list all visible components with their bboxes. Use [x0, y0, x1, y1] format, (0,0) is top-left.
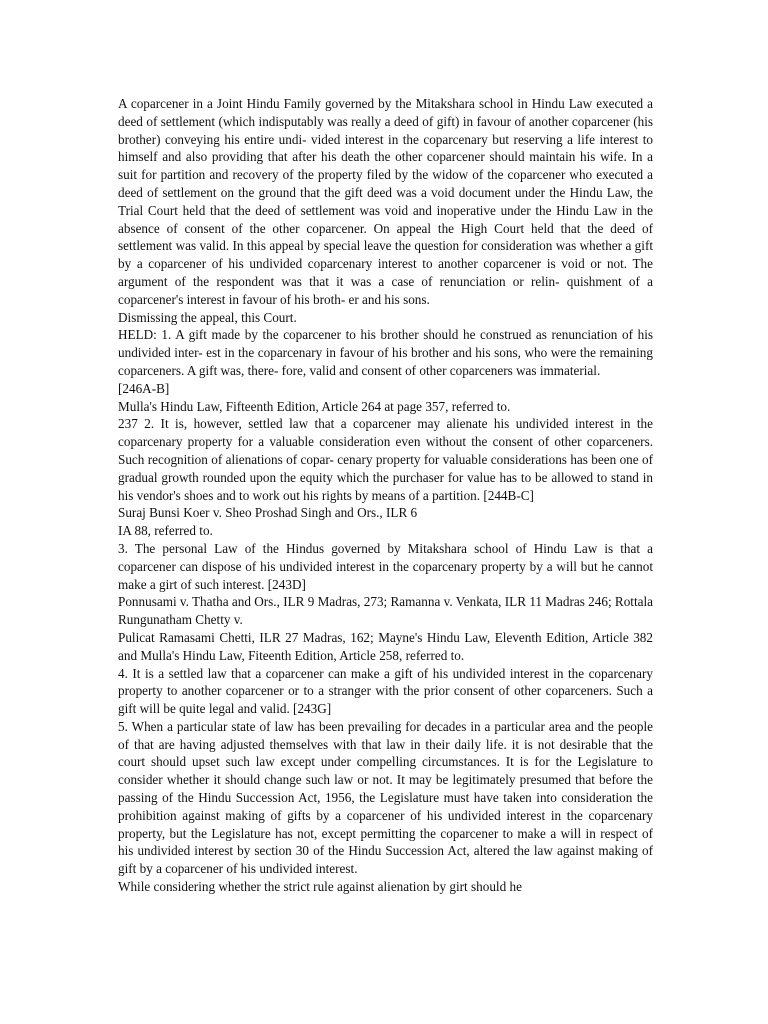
paragraph-dismissal: Dismissing the appeal, this Court.	[118, 309, 297, 325]
paragraph-case-reference: Suraj Bunsi Koer v. Sheo Proshad Singh and Ors., ILR 6	[118, 505, 418, 521]
paragraph-trailing: While considering whether the strict rule against alienation by girt should he	[118, 879, 522, 895]
paragraph-reference: Mulla's Hindu Law, Fifteenth Edition, Article 264 at page 357, referred to.	[118, 398, 511, 414]
paragraph-held-4: 4. It is a settled law that a coparcener can make a gift of his undivided interest in the coparcenary property to another coparcener or to a stranger with the prior consent of other coparceners. Such a gift will be quite legal and valid. [243G]	[118, 665, 653, 717]
paragraph-case-list: Ponnusami v. Thatha and Ors., ILR 9 Madras, 273; Ramanna v. Venkata, ILR 11 Madras 246; Rottala Rungunatham Chetty v.	[118, 594, 653, 628]
paragraph-facts: A coparcener in a Joint Hindu Family governed by the Mitakshara school in Hindu Law executed a deed of settlement (which indisputably was really a deed of gift) in favour of another coparcener (his brother) conveying his entire undi- vided interest in the coparcenary but reserving a life interest to himself and also providing that after his death the other coparcener should maintain his wife. In a suit for partition and recovery of the property filed by the widow of the coparcener who executed a deed of settlement on the ground that the gift deed was a void document under the Hindu Law, the Trial Court held that the deed of settlement was void and inoperative under the Hindu Law in the absence of consent of the other coparcener. On appeal the High Court held that the deed of settlement was valid. In this appeal by special leave the question for consideration was whether a gift by a coparcener of his undivided coparcenary interest to another coparcener is void or not. The argument of the respondent was that it was a case of renunciation or relin- quishment of a coparcener's interest in favour of his broth- er and his sons.	[118, 96, 653, 307]
paragraph-citation-ref: [246A-B]	[118, 380, 170, 396]
paragraph-held-1: HELD: 1. A gift made by the coparcener to his brother should he construed as renunciation of his undivided inter- est in the coparcenary in favour of his brother and his sons, who were the remaining coparceners. A gift was, there- fore, valid and consent of other coparceners was immaterial.	[118, 327, 653, 378]
paragraph-case-reference-cont: IA 88, referred to.	[118, 523, 213, 539]
document-page	[118, 95, 653, 896]
paragraph-case-list-cont: Pulicat Ramasami Chetti, ILR 27 Madras, 162; Mayne's Hindu Law, Eleventh Edition, Article 382 and Mulla's Hindu Law, Fiteenth Edition, Article 258, referred to.	[118, 629, 653, 663]
paragraph-held-3: 3. The personal Law of the Hindus governed by Mitakshara school of Hindu Law is that a coparcener can dispose of his undivided interest in the coparcenary property by a will but he cannot make a girt of such interest. [243D]	[118, 540, 653, 592]
paragraph-held-5: 5. When a particular state of law has been prevailing for decades in a particular area and the people of that are having adjusted themselves with that law in their daily life. it is not desirable that the court should upset such law except under compelling circumstances. It is for the Legislature to consider whether it should change such law or not. It may be legitimately presumed that before the passing of the Hindu Succession Act, 1956, the Legislature must have taken into consideration the prohibition against making of gifts by a coparcener of his undivided interest in the coparcenary property, but the Legislature has not, except permitting the coparcener to make a will in respect of his undivided interest by section 30 of the Hindu Succession Act, altered the law against making of gift by a coparcener of his undivided interest.	[118, 718, 653, 877]
paragraph-held-2: 237 2. It is, however, settled law that a coparcener may alienate his undivided interest in the coparcenary property for a valuable consideration even without the consent of other coparceners. Such recognition of alienations of copar- cenary property for valuable considerations has been one of gradual growth rounded upon the equity which the purchaser for value has to be allowed to stand in his vendor's shoes and to work out his rights by means of a partition. [244B-C]	[118, 416, 653, 503]
